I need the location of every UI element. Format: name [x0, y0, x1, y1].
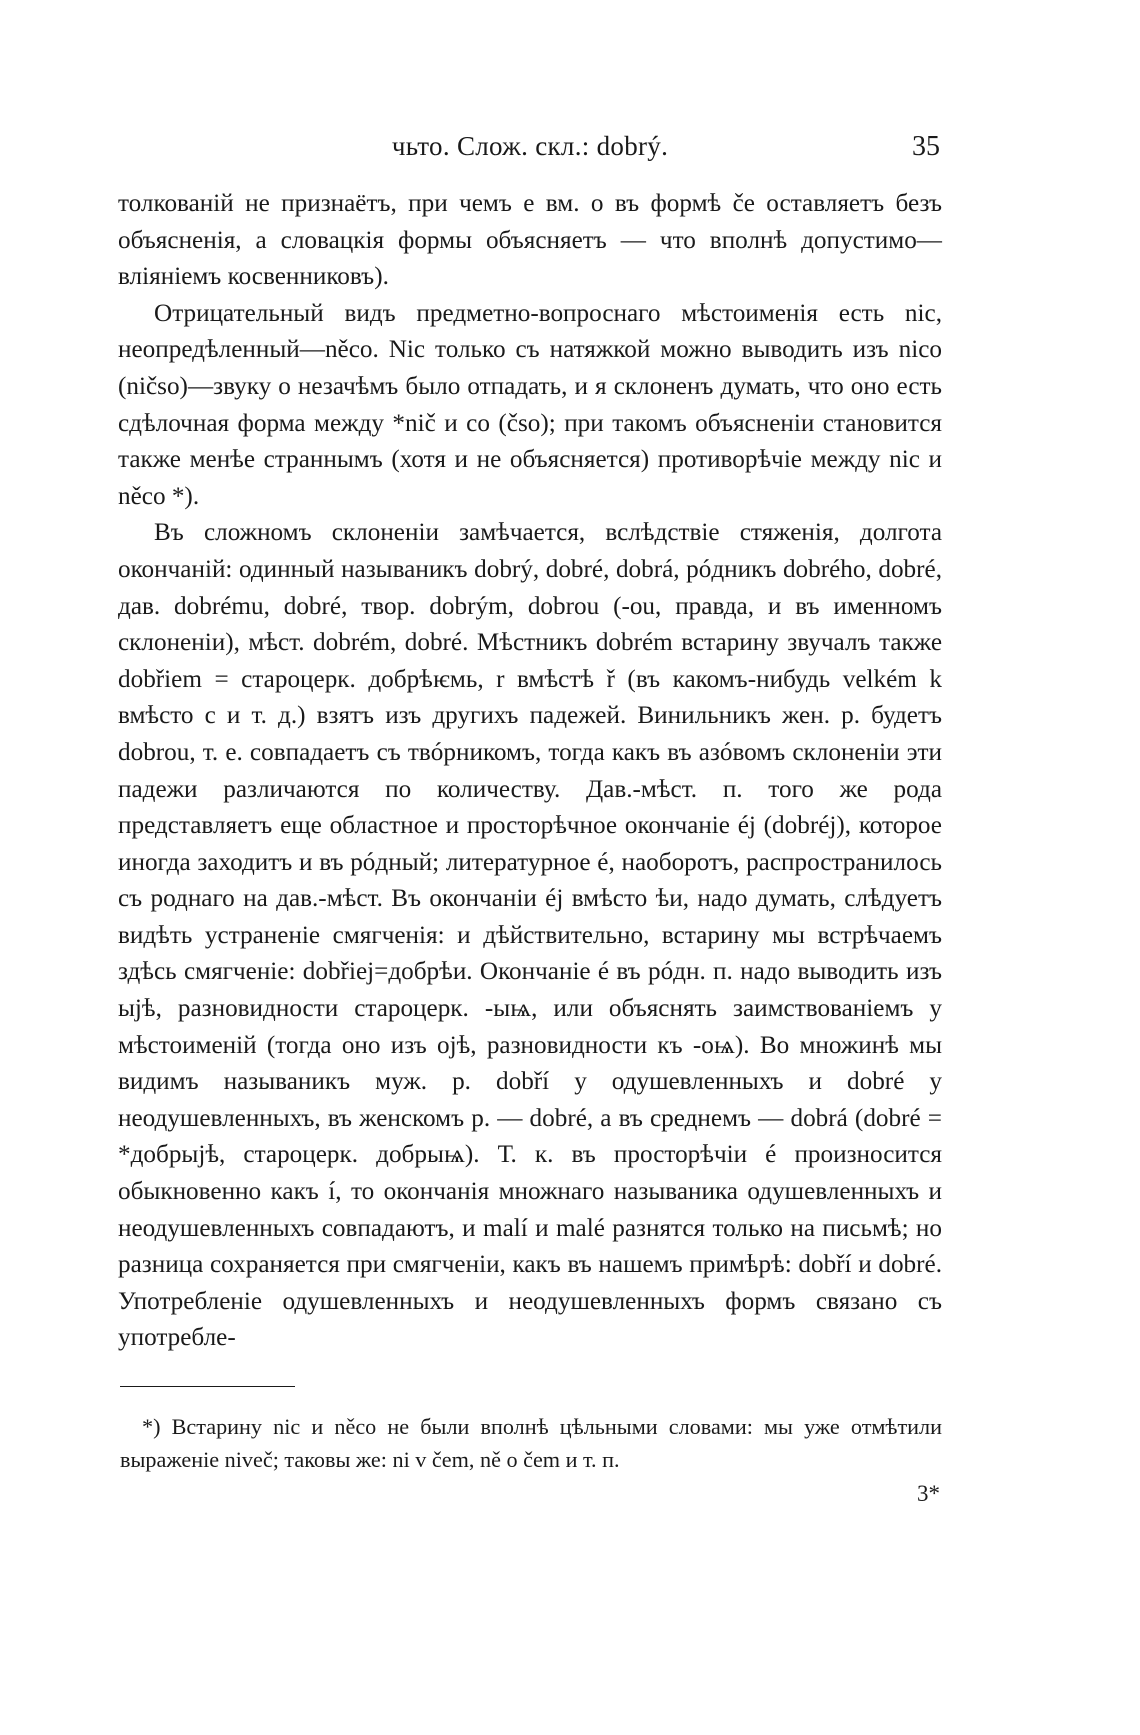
header-title: чьто. Слож. скл.: dobrý.	[391, 131, 669, 161]
paragraph-compound-declension: Въ сложномъ склоненіи замѣчается, вслѣдствіе стяженія, долгота окончаній: одинный называникъ dobrý, dobré, dobrá, рóдникъ dobrého, dobré, дав. dobrému, dobré, твор. dobrým, dobrou (-ou, правда, и въ именномъ склоненіи), мѣст. dobrém, dobré. Мѣстникъ dobrém встарину звучалъ также dobřiem = староцерк. добрѣѥмь, r вмѣстѣ ř (въ какомъ-нибудь velkém k вмѣсто c и т. д.) взятъ изъ другихъ падежей. Винильникъ жен. р. будетъ dobrou, т. е. совпадаетъ съ твóрникомъ, тогда какъ въ азóвомъ склоненіи эти падежи различаются по количеству. Дав.-мѣст. п. того же рода представляетъ еще областное и просторѣчное окончаніе éj (dobréj), которое иногда заходитъ и въ рóдный; литературное é, наоборотъ, распространилось съ роднаго на дав.-мѣст. Въ окончаніи éj вмѣсто ѣи, надо думать, слѣдуетъ видѣть устраненіе смягченія: и дѣйствительно, встарину мы встрѣчаемъ здѣсь смягченіе: dobřiej=добрѣи. Окончаніе é въ рóдн. п. надо выводить изъ ыјѣ, разновидности староцерк. -ыѩ, или объяснять заимствованіемъ у мѣстоименій (тогда оно изъ ојѣ, разновидности къ -оѩ). Во множинѣ мы видимъ называникъ муж. р. dobří у одушевленныхъ и dobré у неодушевленныхъ, въ женскомъ р. — dobré, а въ среднемъ — dobrá (dobré = *добрыјѣ, староцерк. добрыѩ). Т. к. въ просторѣчіи é произносится обыкновенно какъ í, то окончанія множнаго называника одушевленныхъ и неодушевленныхъ совпадаютъ, и malí и malé разнятся только на письмѣ; но разница сохраняется при смягченіи, какъ въ нашемъ примѣрѣ: dobří и dobré. Употребленіе одушевленныхъ и неодушевленныхъ формъ связано съ употребле-	[118, 519, 942, 1352]
signature-mark: 3*	[917, 1481, 940, 1506]
page-number: 35	[912, 131, 940, 162]
paragraph-negative-pronoun: Отрицательный видъ предметно-вопроснаго мѣстоименія есть nic, неопредѣленный—něco. Nic только съ натяжкой можно выводить изъ nico (ničso)—звуку o незачѣмъ было отпадать, и я склоненъ думать, что оно есть сдѣлочная форма между *nič и co (čso); при такомъ объясненіи становится также менѣе страннымъ (хотя и не объясняется) противорѣчіе между nic и něco *).	[118, 299, 942, 510]
footnote-divider	[120, 1386, 295, 1387]
footnote: *) Встарину nic и něco не были вполнѣ цѣльными словами: мы уже отмѣтили выраженіе niveč; таковы же: ni v čem, ně o čem и т. п.	[120, 1414, 942, 1472]
paragraph-continuation: толкованій не признаётъ, при чемъ e вм. o въ формѣ če оставляетъ безъ объясненія, а словацкія формы объясняетъ — что вполнѣ допустимо—вліяніемъ косвенниковъ).	[118, 190, 942, 291]
running-header	[120, 131, 940, 171]
main-text	[118, 186, 942, 1357]
